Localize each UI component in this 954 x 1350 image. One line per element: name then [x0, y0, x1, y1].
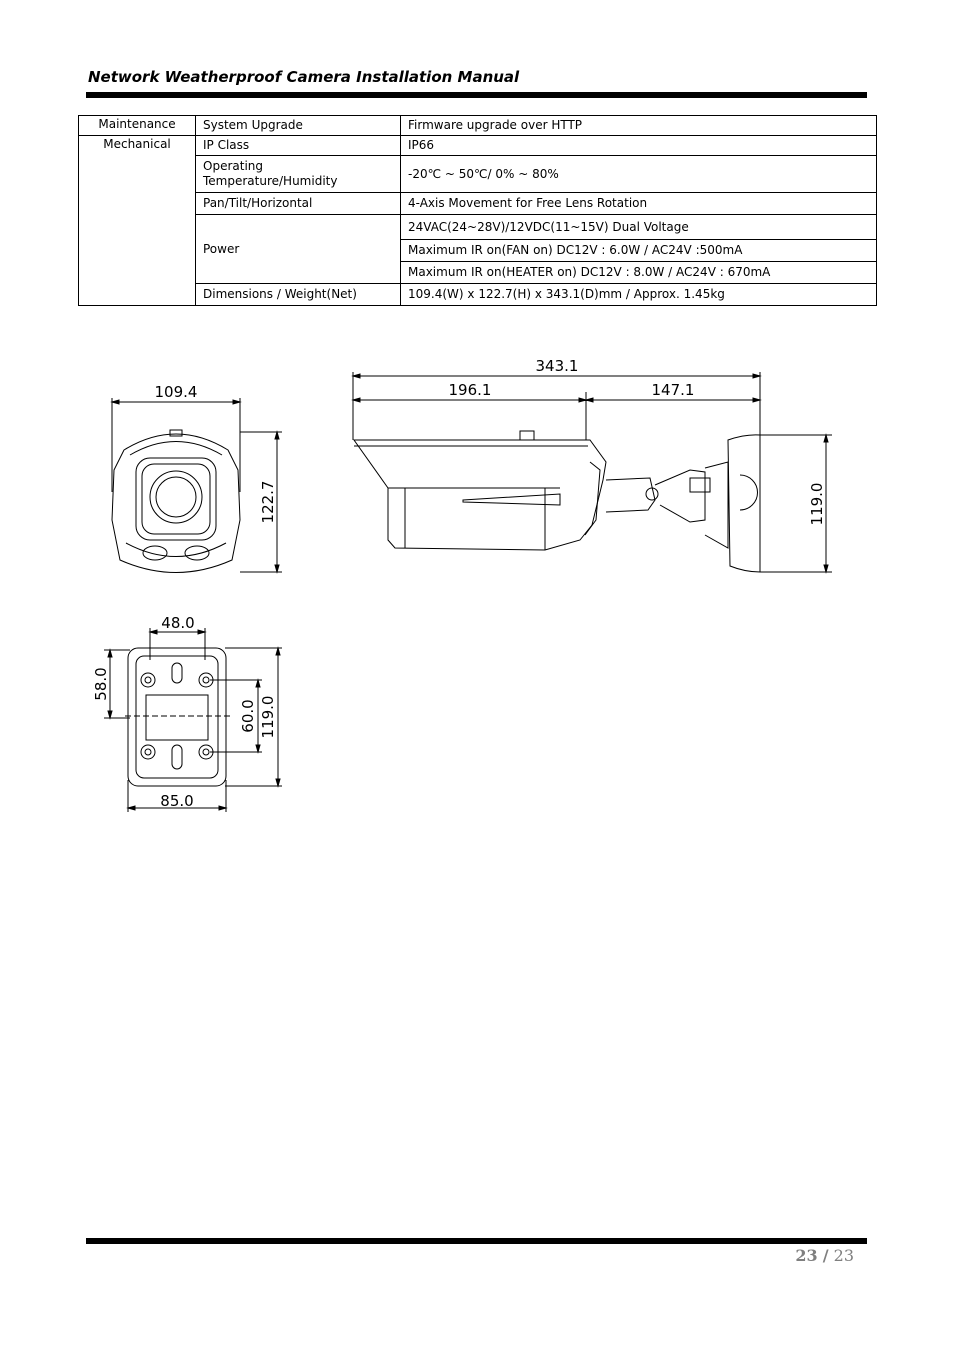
dim-base-bottom-width: 85.0: [160, 792, 194, 810]
front-view-drawing: [112, 398, 282, 573]
table-row: [79, 215, 877, 240]
value-cell: 4-Axis Movement for Free Lens Rotation: [401, 193, 877, 215]
dim-side-rear: 147.1: [651, 381, 695, 399]
page-separator: /: [822, 1246, 829, 1265]
param-cell: IP Class: [196, 136, 401, 156]
param-cell: [196, 156, 401, 193]
table-row: [79, 193, 877, 215]
page-number: [795, 1246, 854, 1265]
value-cell: Firmware upgrade over HTTP: [401, 116, 877, 136]
param-line: Temperature/Humidity: [203, 174, 338, 188]
param-cell: Power: [196, 215, 401, 284]
table-row: [79, 116, 877, 136]
dim-side-total: 343.1: [535, 357, 579, 375]
document-title: Network Weatherproof Camera Installation Manual: [88, 68, 520, 86]
dim-side-front: 196.1: [448, 381, 492, 399]
value-cell: 24VAC(24~28V)/12VDC(11~15V) Dual Voltage: [401, 215, 877, 240]
total-pages: 23: [833, 1246, 854, 1265]
dim-base-inner-height: 60.0: [239, 699, 257, 733]
footer-rule: [86, 1238, 867, 1244]
dim-base-left-height: 58.0: [92, 667, 110, 701]
dim-front-width: 109.4: [154, 383, 198, 401]
table-row: [79, 136, 877, 156]
value-cell: -20℃ ~ 50℃/ 0% ~ 80%: [401, 156, 877, 193]
value-cell: Maximum IR on(FAN on) DC12V : 6.0W / AC24V :500mA: [401, 240, 877, 262]
category-maintenance: Maintenance: [79, 116, 196, 136]
dim-side-height: 119.0: [808, 482, 826, 526]
dimension-labels: [92, 357, 826, 810]
current-page: 23: [795, 1246, 818, 1265]
dim-base-total-height: 119.0: [259, 695, 277, 739]
table-row: [79, 156, 877, 193]
dim-front-height: 122.7: [259, 480, 277, 524]
category-mechanical: Mechanical: [79, 136, 196, 306]
header-rule: [86, 92, 867, 98]
param-line: Operating: [203, 159, 263, 173]
spec-table: [78, 115, 877, 306]
value-cell: Maximum IR on(HEATER on) DC12V : 8.0W / AC24V : 670mA: [401, 262, 877, 284]
dimension-drawings: [0, 330, 954, 830]
param-cell: System Upgrade: [196, 116, 401, 136]
value-cell: IP66: [401, 136, 877, 156]
table-row: [79, 284, 877, 306]
dim-base-top-width: 48.0: [161, 614, 195, 632]
side-view-drawing: [353, 372, 832, 572]
value-cell: 109.4(W) x 122.7(H) x 343.1(D)mm / Approx. 1.45kg: [401, 284, 877, 306]
param-cell: Dimensions / Weight(Net): [196, 284, 401, 306]
param-cell: Pan/Tilt/Horizontal: [196, 193, 401, 215]
